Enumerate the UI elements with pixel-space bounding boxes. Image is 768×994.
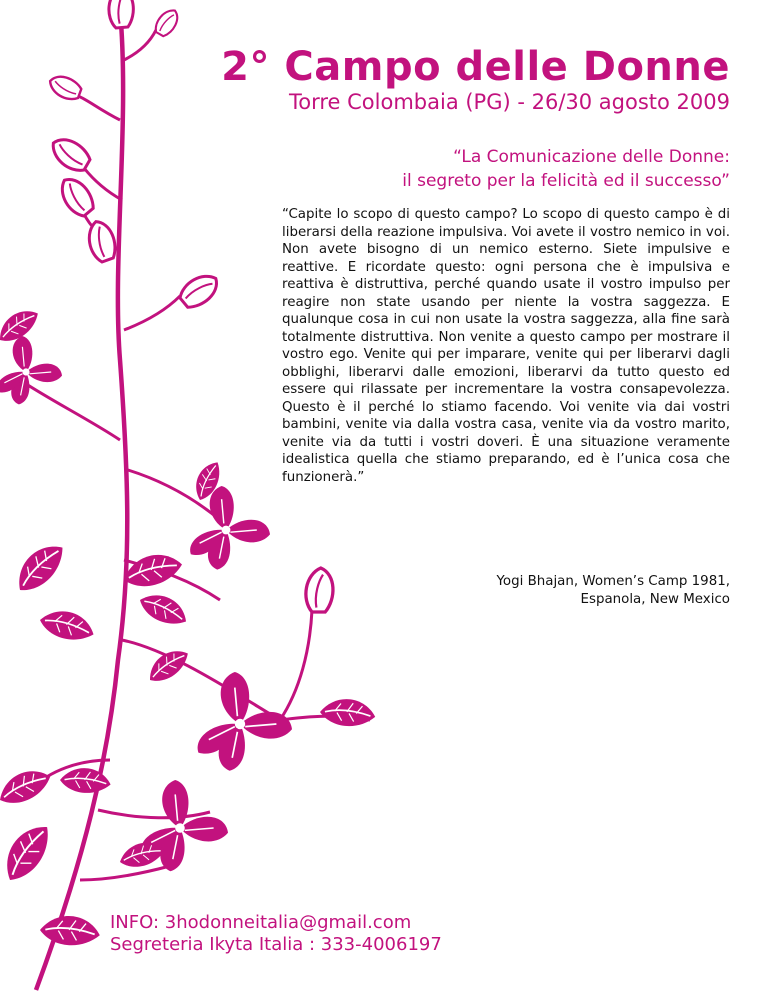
- contact-info: [110, 912, 442, 956]
- attribution-line-1: Yogi Bhajan, Women’s Camp 1981,: [496, 574, 730, 589]
- info-email: INFO: 3hodonneitalia@gmail.com: [110, 912, 412, 933]
- poster-title: 2° Campo delle Donne: [221, 44, 730, 90]
- quote-attribution: [497, 573, 730, 609]
- attribution-line-2: Espanola, New Mexico: [580, 592, 730, 607]
- quote-heading-line-2: il segreto per la felicità ed il successo”: [402, 171, 730, 191]
- quote-heading-line-1: “La Comunicazione delle Donne:: [453, 147, 730, 167]
- quote-heading: [270, 145, 730, 193]
- quote-body: “Capite lo scopo di questo campo? Lo scopo di questo campo è di liberarsi della reazione impulsiva. Voi avete il vostro nemico in voi. Non avete bisogno di un nemico esterno. Siete impulsive e reattive. E ricordate questo: ogni persona che è impulsiva e reattiva è distruttiva, perché quando usate il vostro impulso per reagire non state usando per niente la vostra saggezza. E qualunque cosa in cui non usate la vostra saggezza, alla fine sarà totalmente distruttiva. Non venite a questo campo per mostrare il vostro ego. Venite qui per imparare, venite qui per liberarvi dagli obblighi, liberarvi dalle emozioni, liberarvi da tutto questo ed essere qui rilassate per incrementare la vostra consapevolezza. Questo è il perché lo stiamo facendo. Voi venite via dai vostri bambini, venite via dalla vostra casa, venite via da vostro marito, venite via da tutti i vostri doveri. È una situazione veramente idealistica quella che stiamo preparando, ed è l’unica cosa che funzionerà.”: [282, 207, 730, 485]
- info-phone: Segreteria Ikyta Italia : 333-4006197: [110, 934, 442, 955]
- event-location-date: Torre Colombaia (PG) - 26/30 agosto 2009: [289, 90, 730, 114]
